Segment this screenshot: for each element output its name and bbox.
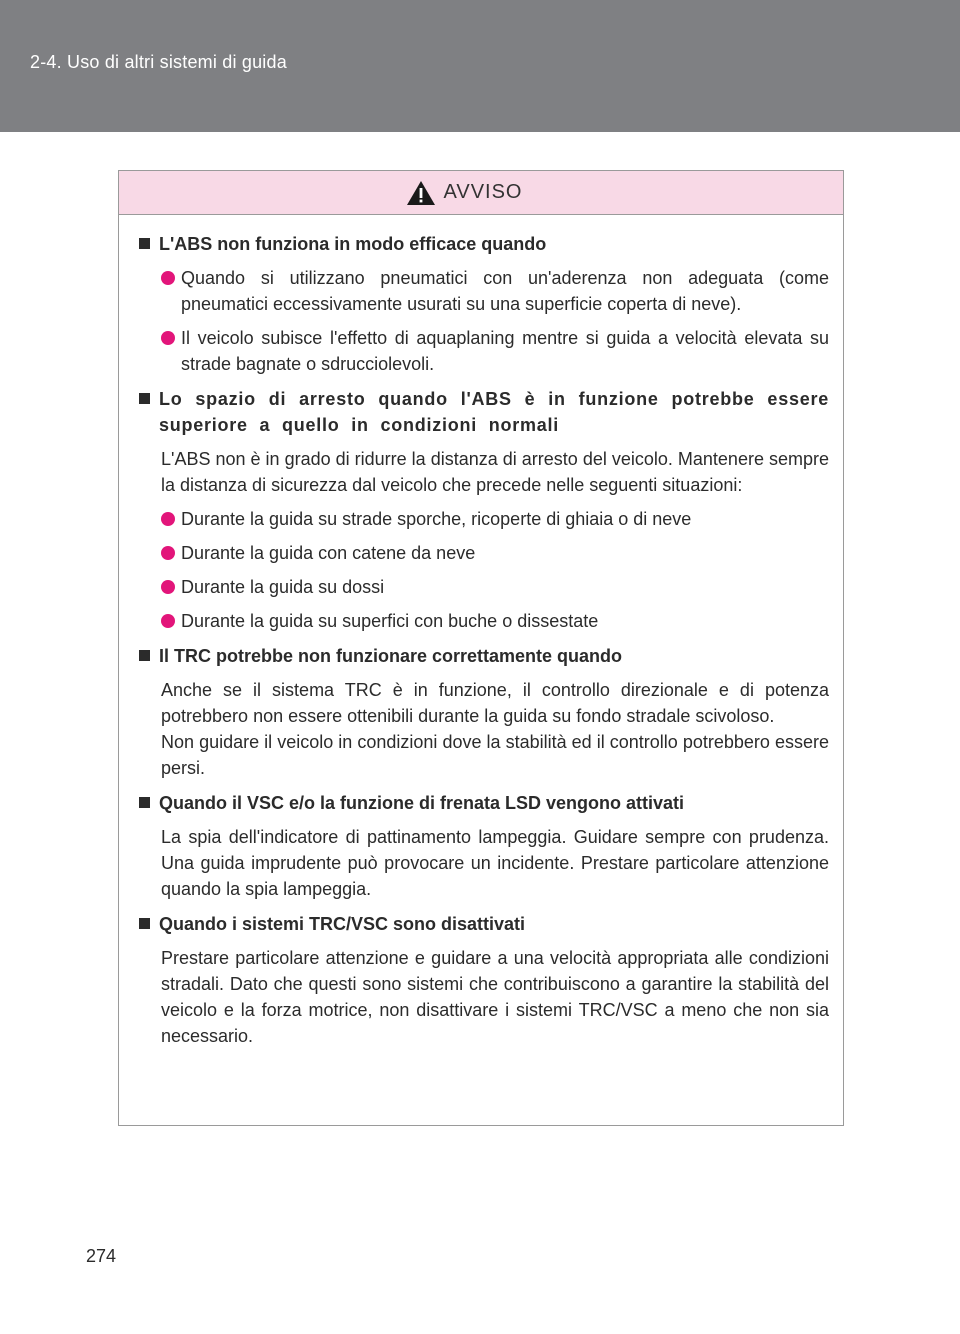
- list-item: Durante la guida con catene da neve: [161, 540, 829, 566]
- section-heading: Quando i sistemi TRC/VSC sono disattivati: [139, 911, 829, 937]
- list-item: Il veicolo subisce l'effetto di aquaplaning mentre si guida a velocità elevata su strade bagnate o sdrucciolevoli.: [161, 325, 829, 377]
- circle-bullet-icon: [161, 546, 175, 560]
- list-item: Quando si utilizzano pneumatici con un'aderenza non adeguata (come pneumatici eccessivamente usurati su una superficie coperta di neve).: [161, 265, 829, 317]
- paragraph: Prestare particolare attenzione e guidare a una velocità appropriata alle condizioni stradali. Dato che questi sono sistemi che contribuiscono a garantire la stabilità del veicolo e la forza motrice, non disattivare i sistemi TRC/VSC a meno che non sia necessario.: [161, 948, 829, 1046]
- paragraph: La spia dell'indicatore di pattinamento lampeggia. Guidare sempre con prudenza. Una guida imprudente può provocare un incidente. Prestare particolare attenzione quando la spia lampeggia.: [161, 827, 829, 899]
- section-heading: Quando il VSC e/o la funzione di frenata LSD vengono attivati: [139, 790, 829, 816]
- circle-bullet-icon: [161, 614, 175, 628]
- warning-triangle-icon: [406, 180, 436, 206]
- warning-box: [118, 170, 844, 1126]
- paragraph: L'ABS non è in grado di ridurre la distanza di arresto del veicolo. Mantenere sempre la distanza di sicurezza dal veicolo che precede nelle seguenti situazioni:: [161, 449, 829, 495]
- warning-title: AVVISO: [443, 181, 523, 203]
- list-item: Durante la guida su superfici con buche o dissestate: [161, 608, 829, 634]
- list-item: Durante la guida su strade sporche, ricoperte di ghiaia o di neve: [161, 506, 829, 532]
- circle-bullet-icon: [161, 331, 175, 345]
- warning-body: [119, 215, 843, 1049]
- section-heading: Il TRC potrebbe non funzionare correttamente quando: [139, 643, 829, 669]
- square-bullet-icon: [139, 918, 150, 929]
- section-title: 2-4. Uso di altri sistemi di guida: [30, 52, 287, 72]
- circle-bullet-icon: [161, 580, 175, 594]
- circle-bullet-icon: [161, 271, 175, 285]
- section-heading: L'ABS non funziona in modo efficace quando: [139, 231, 829, 257]
- square-bullet-icon: [139, 797, 150, 808]
- square-bullet-icon: [139, 238, 150, 249]
- warning-header: [119, 171, 843, 215]
- list-item: Durante la guida su dossi: [161, 574, 829, 600]
- circle-bullet-icon: [161, 512, 175, 526]
- square-bullet-icon: [139, 393, 150, 404]
- header-bar: [0, 0, 960, 132]
- page-number: 274: [86, 1246, 117, 1266]
- paragraph: Anche se il sistema TRC è in funzione, il controllo direzionale e di potenza potrebbero non essere ottenibili durante la guida su fondo stradale scivoloso. Non guidare il veicolo in condizioni dove la stabilità ed il controllo potrebbero essere persi.: [161, 680, 829, 778]
- section-heading: Lo spazio di arresto quando l'ABS è in funzione potrebbe essere superiore a quello in condizioni normali: [139, 386, 829, 438]
- square-bullet-icon: [139, 650, 150, 661]
